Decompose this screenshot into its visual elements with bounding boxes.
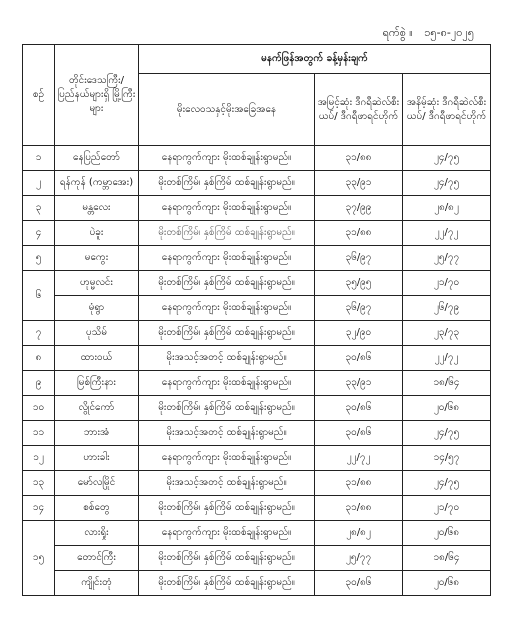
table-row	[23, 496, 491, 521]
date-label: ရက်စွဲ ။	[382, 26, 413, 39]
table-row	[23, 396, 491, 421]
row-number: ၈	[23, 346, 55, 371]
city-name: နေပြည်တော်	[55, 146, 139, 171]
city-name: ရန်ကုန် (ကမ္ဘာအေး)	[55, 171, 139, 196]
table-row	[23, 196, 491, 221]
table-row	[23, 446, 491, 471]
table-row	[23, 221, 491, 246]
header-weather: မိုးလေဝသနှင့်မိုးအခြေအနေ	[139, 74, 315, 146]
high-temp: ၃၁/၈၈	[315, 471, 403, 496]
city-name: မော်လမြိုင်	[55, 471, 139, 496]
weather-condition: နေရာကွက်ကျား မိုးထစ်ချုန်းရွာမည်။	[139, 521, 315, 546]
low-temp: ၂၀/၆၈	[403, 521, 491, 546]
high-temp: ၃၀/၈၆	[315, 396, 403, 421]
city-name: ပဲခူး	[55, 221, 139, 246]
city-name: ကျိုင်းတုံ	[55, 571, 139, 596]
city-name: ဟုမ္မလင်း	[55, 271, 139, 296]
weather-condition: နေရာကွက်ကျား မိုးထစ်ချုန်းရွာမည်။	[139, 196, 315, 221]
weather-condition: မိုးတစ်ကြိမ်၊ နှစ်ကြိမ် ထစ်ချုန်းရွာမည်။	[139, 221, 315, 246]
row-number: ၅	[23, 246, 55, 271]
weather-condition: မိုးတစ်ကြိမ်၊ နှစ်ကြိမ် ထစ်ချုန်းရွာမည်။	[139, 571, 315, 596]
low-temp: ၂၈/၈၂	[403, 196, 491, 221]
high-temp: ၂၂/၇၂	[315, 446, 403, 471]
table-row	[23, 146, 491, 171]
low-temp: ၂၁/၇၀	[403, 496, 491, 521]
header-no: စဉ်	[23, 45, 55, 146]
weather-condition: မိုးတစ်ကြိမ်၊ နှစ်ကြိမ် ထစ်ချုန်းရွာမည်။	[139, 271, 315, 296]
low-temp: ၂၃/၇၃	[403, 321, 491, 346]
low-temp: ၂၄/၇၅	[403, 146, 491, 171]
weather-condition: မိုးအသင့်အတင့် ထစ်ချုန်းရွာမည်။	[139, 346, 315, 371]
high-temp: ၃၅/၉၅	[315, 271, 403, 296]
row-number: ၁၀	[23, 396, 55, 421]
table-row	[23, 521, 491, 546]
row-number: ၄	[23, 221, 55, 246]
high-temp: ၃၂/၉၀	[315, 321, 403, 346]
weather-condition: မိုးတစ်ကြိမ်၊ နှစ်ကြိမ် ထစ်ချုန်းရွာမည်။	[139, 496, 315, 521]
table-row	[23, 371, 491, 396]
header-region: တိုင်းဒေသကြီး/ ပြည်နယ်များရှိ မြို့ကြီးများ	[55, 45, 139, 146]
low-temp: ၂၄/၇၅	[403, 171, 491, 196]
low-temp: ၂၀/၆၈	[403, 571, 491, 596]
city-name: မန္တလေး	[55, 196, 139, 221]
table-row	[23, 246, 491, 271]
row-number: ၁၂	[23, 446, 55, 471]
high-temp: ၃၁/၈၈	[315, 221, 403, 246]
low-temp: ၂၁/၇၀	[403, 271, 491, 296]
city-name: လားရှိုး	[55, 521, 139, 546]
weather-condition: မိုးတစ်ကြိမ်၊ နှစ်ကြိမ် ထစ်ချုန်းရွာမည်။	[139, 321, 315, 346]
row-number: ၁၁	[23, 421, 55, 446]
low-temp: ၂၆/၇၉	[403, 296, 491, 321]
header-min-temp: အနိမ့်ဆုံး ဒီဂရီဆဲလ်စီးယပ်/ ဒီဂရီဖာရင်ဟိုက်	[403, 74, 491, 146]
row-number: ၁၃	[23, 471, 55, 496]
row-number: ၁	[23, 146, 55, 171]
table-row	[23, 271, 491, 296]
row-number: ၉	[23, 371, 55, 396]
weather-condition: နေရာကွက်ကျား မိုးထစ်ချုန်းရွာမည်။	[139, 446, 315, 471]
city-name: လွိုင်ကော်	[55, 396, 139, 421]
row-number: ၃	[23, 196, 55, 221]
city-name: မကွေး	[55, 246, 139, 271]
low-temp: ၁၈/၆၄	[403, 371, 491, 396]
table-body	[23, 146, 491, 596]
city-name: စစ်တွေ	[55, 496, 139, 521]
low-temp: ၂၄/၇၅	[403, 471, 491, 496]
high-temp: ၂၅/၇၇	[315, 546, 403, 571]
low-temp: ၂၅/၇၇	[403, 246, 491, 271]
weather-condition: နေရာကွက်ကျား မိုးထစ်ချုန်းရွာမည်။	[139, 146, 315, 171]
document-date	[375, 26, 474, 42]
table-row	[23, 296, 491, 321]
table-row	[23, 171, 491, 196]
city-name: တောင်ကြီး	[55, 546, 139, 571]
date-value: ၁၅-၈-၂၀၂၅	[424, 26, 474, 39]
high-temp: ၃၃/၉၁	[315, 371, 403, 396]
low-temp: ၁၄/၅၇	[403, 446, 491, 471]
city-name: မြစ်ကြီးနား	[55, 371, 139, 396]
table-row	[23, 421, 491, 446]
row-number: ၇	[23, 321, 55, 346]
high-temp: ၃၇/၉၉	[315, 196, 403, 221]
low-temp: ၁၈/၆၄	[403, 546, 491, 571]
forecast-table	[22, 44, 491, 596]
weather-condition: မိုးအသင့်အတင့် ထစ်ချုန်းရွာမည်။	[139, 471, 315, 496]
weather-condition: မိုးတစ်ကြိမ်၊ နှစ်ကြိမ် ထစ်ချုန်းရွာမည်။	[139, 171, 315, 196]
high-temp: ၃၆/၉၇	[315, 246, 403, 271]
city-name: ပုသိမ်	[55, 321, 139, 346]
weather-condition: မိုးတစ်ကြိမ်၊ နှစ်ကြိမ် ထစ်ချုန်းရွာမည်။	[139, 396, 315, 421]
table-row	[23, 346, 491, 371]
city-name: ဟားခါး	[55, 446, 139, 471]
weather-condition: နေရာကွက်ကျား မိုးထစ်ချုန်းရွာမည်။	[139, 371, 315, 396]
high-temp: ၃၆/၉၇	[315, 296, 403, 321]
weather-condition: နေရာကွက်ကျား မိုးထစ်ချုန်းရွာမည်။	[139, 296, 315, 321]
high-temp: ၃၀/၈၆	[315, 421, 403, 446]
weather-condition: နေရာကွက်ကျား မိုးထစ်ချုန်းရွာမည်။	[139, 246, 315, 271]
row-number: ၁၄	[23, 496, 55, 521]
row-number: ၁၅	[23, 521, 55, 596]
low-temp: ၂၂/၇၂	[403, 346, 491, 371]
city-name: ထားဝယ်	[55, 346, 139, 371]
table-row	[23, 546, 491, 571]
low-temp: ၂၂/၇၂	[403, 221, 491, 246]
header-forecast: မနက်ဖြန်အတွက် ခန့်မှန်းချက်	[139, 45, 491, 74]
high-temp: ၃၁/၈၈	[315, 496, 403, 521]
high-temp: ၃၀/၈၆	[315, 571, 403, 596]
high-temp: ၃၃/၉၁	[315, 171, 403, 196]
header-max-temp: အမြင့်ဆုံး ဒီဂရီဆဲလ်စီးယပ်/ ဒီဂရီဖာရင်ဟိုက်	[315, 74, 403, 146]
table-row	[23, 571, 491, 596]
row-number: ၂	[23, 171, 55, 196]
weather-condition: မိုးအသင့်အတင့် ထစ်ချုန်းရွာမည်။	[139, 421, 315, 446]
table-row	[23, 321, 491, 346]
weather-condition: မိုးတစ်ကြိမ်၊ နှစ်ကြိမ် ထစ်ချုန်းရွာမည်။	[139, 546, 315, 571]
row-number: ၆	[23, 271, 55, 321]
high-temp: ၂၈/၈၂	[315, 521, 403, 546]
low-temp: ၂၄/၇၅	[403, 421, 491, 446]
high-temp: ၃၁/၈၈	[315, 146, 403, 171]
table-row	[23, 471, 491, 496]
city-name: မုံရွာ	[55, 296, 139, 321]
high-temp: ၃၀/၈၆	[315, 346, 403, 371]
low-temp: ၂၀/၆၈	[403, 396, 491, 421]
city-name: ဘားအံ	[55, 421, 139, 446]
